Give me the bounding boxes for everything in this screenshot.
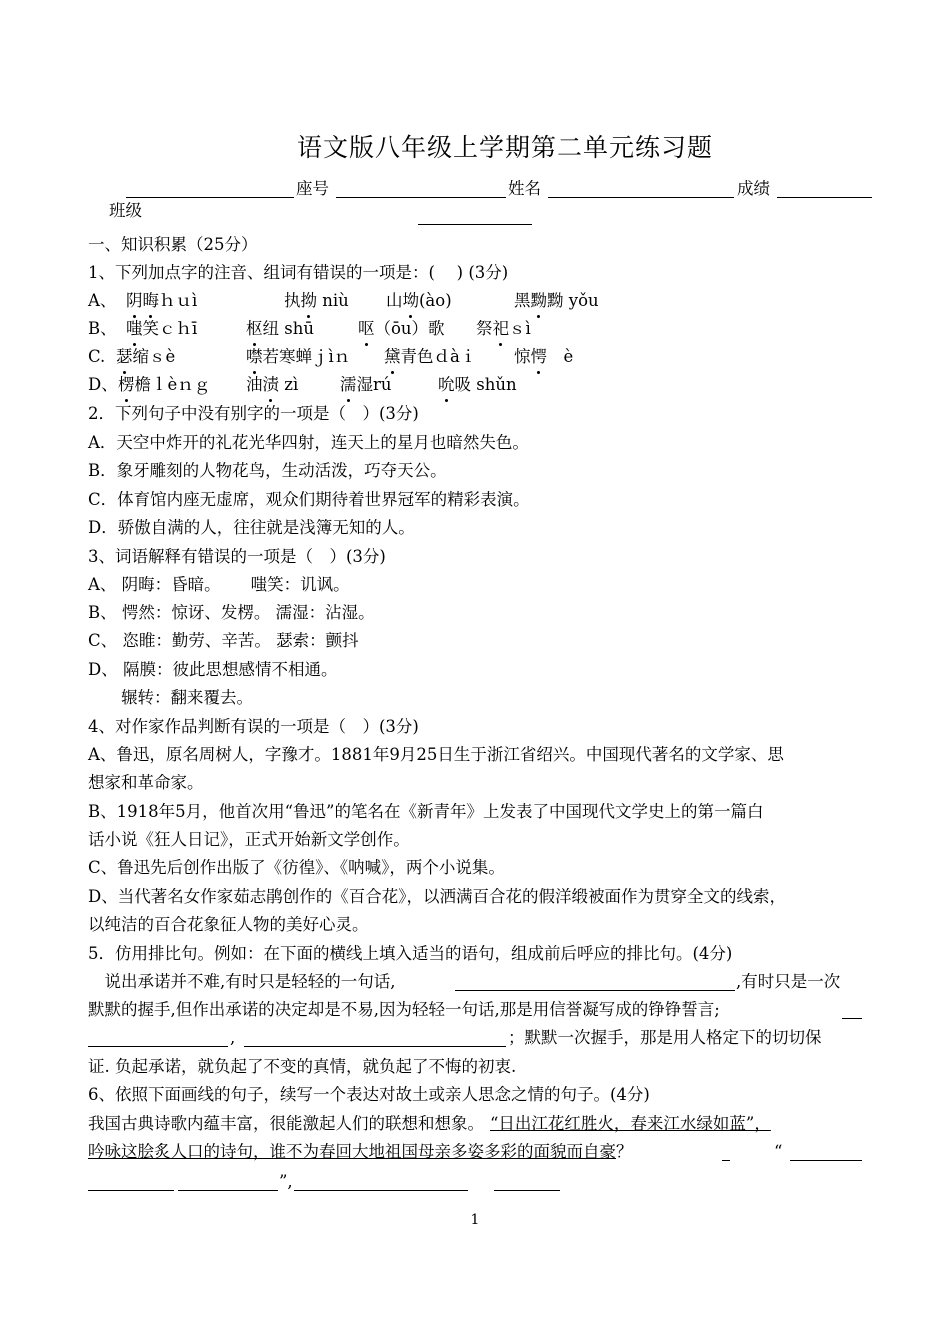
word-char: 祭 bbox=[476, 319, 493, 338]
seat-label: 座号 bbox=[296, 179, 329, 198]
word-char: 吸 bbox=[454, 375, 471, 394]
q3-option-a: A、 阴晦：昏暗。 嗤笑：讥讽。 bbox=[88, 575, 350, 594]
answer-blank[interactable] bbox=[790, 1160, 862, 1161]
q1-option-b bbox=[88, 318, 531, 340]
dotted-char: 晦 bbox=[142, 291, 159, 310]
dotted-char: 坳 bbox=[402, 291, 419, 310]
seat-field[interactable] bbox=[336, 197, 506, 198]
option-letter: C. bbox=[88, 347, 106, 366]
question-2-stem: 2．下列句子中没有别字的一项是（ ）(3分) bbox=[88, 404, 419, 423]
pinyin: shǔn bbox=[476, 375, 517, 394]
name-label: 姓名 bbox=[508, 179, 541, 198]
pinyin: ｈｕì bbox=[159, 291, 198, 310]
q3-option-d-continued: 辗转：翻来覆去。 bbox=[88, 688, 253, 707]
dotted-char: 瑟 bbox=[116, 347, 133, 366]
pinyin: shū bbox=[284, 319, 314, 338]
pinyin: è bbox=[563, 347, 574, 366]
question-1-stem: 1、下列加点字的注音、组词有错误的一项是：( ) (3分) bbox=[88, 263, 509, 282]
q4-option-c: C、鲁迅先后创作出版了《彷徨》、《呐喊》，两个小说集。 bbox=[88, 858, 505, 877]
dotted-char: 呕 bbox=[358, 319, 375, 338]
q2-option-d: D．骄傲自满的人，往往就是浅簿无知的人。 bbox=[88, 518, 415, 537]
dotted-char: 枢 bbox=[246, 319, 263, 338]
pinyin: yǒu bbox=[568, 291, 599, 310]
dotted-char: 濡 bbox=[340, 375, 357, 394]
q6-line-2 bbox=[88, 1141, 633, 1163]
score-field-continuation[interactable] bbox=[418, 224, 532, 225]
answer-blank[interactable] bbox=[88, 1190, 174, 1191]
option-letter: A、 bbox=[88, 291, 117, 310]
word-char: 油 bbox=[246, 375, 263, 394]
word-char: 缩 bbox=[132, 347, 149, 366]
q6-intro-text: 我国古典诗歌内蕴丰富，很能激起人们的联想和想象。 bbox=[88, 1114, 484, 1133]
section-heading: 一、知识积累（25分） bbox=[88, 235, 258, 254]
q5-line-1: 说出承诺并不难,有时只是轻轻的一句话, bbox=[88, 972, 396, 991]
pinyin: ｃｈī bbox=[159, 319, 198, 338]
answer-blank[interactable] bbox=[455, 990, 735, 991]
q2-option-b: B．象牙雕刻的人物花鸟，生动活泼，巧夺天公。 bbox=[88, 461, 447, 480]
word-char: 湿 bbox=[356, 375, 373, 394]
word-char: 若寒蝉 bbox=[262, 347, 312, 366]
word-char: 纽 bbox=[262, 319, 279, 338]
pinyin: niù bbox=[322, 291, 349, 310]
q4-option-d: D、当代著名女作家茹志鹃创作的《百合花》，以洒满百合花的假洋缎被面作为贯穿全文的线索， bbox=[88, 887, 786, 906]
dotted-char: 祀 bbox=[492, 319, 509, 338]
dotted-char: 拗 bbox=[300, 291, 317, 310]
underlined-example-continued: 吟咏这脍炙人口的诗句，谁不为春回大地祖国母亲多姿多彩的面貌而自豪 bbox=[88, 1142, 616, 1161]
q5-line-3: ；默默一次握手，那是用人格定下的切切保 bbox=[508, 1028, 822, 1047]
word-char: 山 bbox=[386, 291, 403, 310]
dotted-char: 渍 bbox=[262, 375, 279, 394]
q3-option-c: C、 恣睢：勤劳、辛苦。 瑟索：颤抖 bbox=[88, 631, 359, 650]
dotted-char: 吮 bbox=[438, 375, 455, 394]
pinyin: rú bbox=[373, 375, 392, 394]
q4-option-d-continued: 以纯洁的百合花象征人物的美好心灵。 bbox=[88, 915, 369, 934]
q5-line-4: 证. 负起承诺，就负起了不变的真情，就负起了不悔的初衷. bbox=[88, 1057, 517, 1076]
pinyin: zì bbox=[284, 375, 299, 394]
q2-option-a: A．天空中炸开的礼花光华四射，连天上的星月也暗然失色。 bbox=[88, 433, 529, 452]
word-char: 檐 bbox=[134, 375, 151, 394]
word-char: 青色 bbox=[400, 347, 434, 366]
q1-option-c bbox=[88, 346, 574, 368]
dotted-char: 阴 bbox=[126, 291, 143, 310]
q1-option-a bbox=[88, 290, 599, 312]
word-char: 笑 bbox=[142, 319, 159, 338]
q5-line-1-end: ,有时只是一次 bbox=[736, 972, 841, 991]
dotted-char: 嗤 bbox=[126, 319, 143, 338]
q3-option-b: B、 愕然：惊讶、发楞。 濡湿：沾湿。 bbox=[88, 603, 375, 622]
q4-option-b: B、1918年5月，他首次用“鲁迅”的笔名在《新青年》上发表了中国现代文学史上的第一篇白 bbox=[88, 802, 764, 821]
dotted-char: 愕 bbox=[530, 347, 547, 366]
q5-comma: , bbox=[230, 1028, 236, 1047]
pinyin: （ōu）歌 bbox=[374, 319, 445, 338]
q4-option-a: A、鲁迅，原名周树人，字豫才。1881年9月25日生于浙江省绍兴。中国现代著名的文学家、思 bbox=[88, 745, 784, 764]
pinyin: ｄàｉ bbox=[433, 347, 477, 366]
q3-option-d: D、 隔膜：彼此思想感情不相通。 bbox=[88, 660, 338, 679]
open-quote: “ bbox=[774, 1142, 783, 1161]
option-letter: B、 bbox=[88, 319, 117, 338]
pinyin: ｊìｎ bbox=[312, 347, 351, 366]
pinyin: ｓì bbox=[509, 319, 531, 338]
answer-blank[interactable] bbox=[722, 1160, 730, 1161]
class-field[interactable] bbox=[126, 197, 294, 198]
q1-option-d bbox=[88, 374, 517, 396]
dotted-char: 黛 bbox=[384, 347, 401, 366]
class-label: 班级 bbox=[108, 201, 142, 220]
dotted-char: 黝 bbox=[530, 291, 547, 310]
question-5-stem: 5．仿用排比句。例如：在下面的横线上填入适当的语句，组成前后呼应的排比句。(4分) bbox=[88, 944, 733, 963]
name-field[interactable] bbox=[548, 197, 734, 198]
question-6-stem: 6、依照下面画线的句子，续写一个表达对故土或亲人思念之情的句子。(4分) bbox=[88, 1085, 650, 1104]
page-number: 1 bbox=[470, 1212, 480, 1228]
answer-blank[interactable] bbox=[244, 1046, 506, 1047]
question-4-stem: 4、对作家作品判断有误的一项是（ ）(3分) bbox=[88, 717, 419, 736]
q5-line-2: 默默的握手,但作出承诺的决定却是不易,因为轻轻一句话,那是用信誉凝写成的铮铮誓言; bbox=[88, 1000, 720, 1019]
close-quote: ”, bbox=[279, 1172, 293, 1191]
dotted-char: 楞 bbox=[118, 375, 135, 394]
pinyin: ｌèｎｇ bbox=[151, 375, 211, 394]
answer-blank[interactable] bbox=[178, 1190, 278, 1191]
q4-option-b-continued: 话小说《狂人日记》，正式开始新文学创作。 bbox=[88, 830, 410, 849]
q6-line-1 bbox=[88, 1113, 771, 1135]
underlined-example: “日出江花红胜火，春来江水绿如蓝”， bbox=[490, 1114, 771, 1133]
pinyin: (ào) bbox=[419, 291, 452, 310]
word-char: 惊 bbox=[514, 347, 531, 366]
option-letter: D、 bbox=[88, 375, 118, 394]
question-3-stem: 3、词语解释有错误的一项是（ ）(3分) bbox=[88, 547, 386, 566]
word-char: 执 bbox=[284, 291, 301, 310]
pinyin: ｓè bbox=[149, 347, 176, 366]
word-char: 黑 bbox=[514, 291, 531, 310]
page-title: 语文版八年级上学期第二单元练习题 bbox=[296, 133, 713, 162]
q2-option-c: C．体育馆内座无虚席，观众们期待着世界冠军的精彩表演。 bbox=[88, 490, 530, 509]
answer-blank[interactable] bbox=[842, 1018, 862, 1019]
answer-blank[interactable] bbox=[88, 1046, 228, 1047]
answer-blank[interactable] bbox=[294, 1190, 468, 1191]
answer-blank[interactable] bbox=[494, 1190, 560, 1191]
score-label: 成绩 bbox=[737, 179, 770, 198]
word-char: 黝 bbox=[547, 291, 564, 310]
dotted-char: 噤 bbox=[246, 347, 263, 366]
question-mark: ？ bbox=[616, 1142, 633, 1161]
q4-option-a-continued: 想家和革命家。 bbox=[88, 773, 204, 792]
score-field[interactable] bbox=[777, 197, 872, 198]
